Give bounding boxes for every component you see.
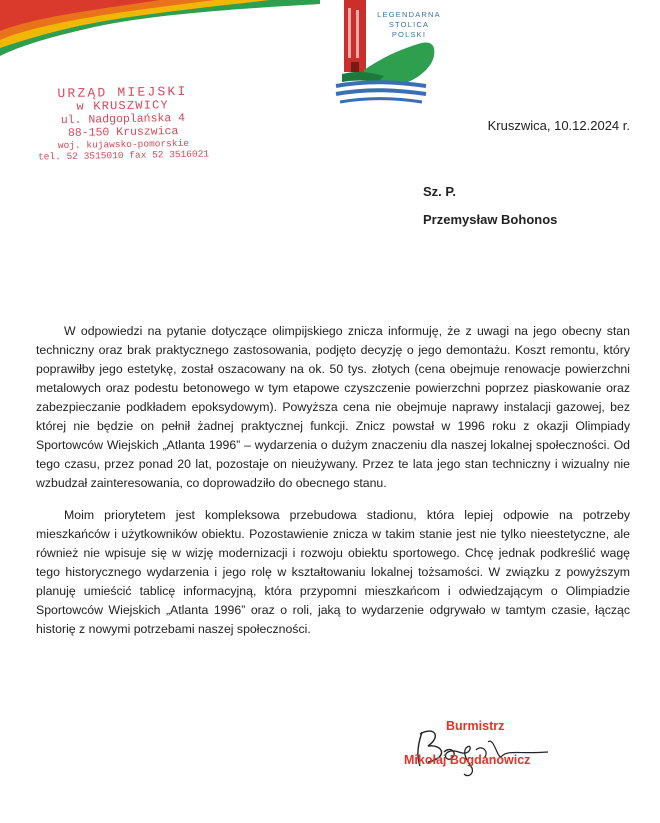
recipient-name: Przemysław Bohonos: [423, 212, 558, 227]
logo-line: POLSKI: [391, 30, 427, 39]
office-stamp: [29, 83, 216, 162]
stamp-line: URZĄD MIEJSKI: [57, 83, 188, 102]
logo-line: LEGENDARNA: [377, 10, 441, 19]
signature-name: Mikołaj Bogdanowicz: [404, 753, 531, 767]
recipient-salutation: Sz. P.: [423, 184, 457, 199]
stamp-line: w KRUSZWICY: [76, 98, 170, 114]
letter-body: [36, 322, 630, 652]
logo-text: [374, 10, 444, 40]
stamp-line: ul. Nadgoplańska 4: [60, 111, 186, 128]
body-paragraph: Moim priorytetem jest kompleksowa przebudowa stadionu, która lepiej odpowie na potrzeby mieszkańców i użytkowników obiektu. Pozostawienie znicza w takim stanie jest nie tylko nieestetyczne, ale również nie wpisuje się w wizję modernizacji i rozwoju obiektu sportowego. Chcę jednak podkreślić wagę tego historycznego wydarzenia i jego rolę w kształtowaniu lokalnej tożsamości. W związku z powyższym planuję umieścić tablicę informacyjną, która przypomni mieszkańcom i odwiedzającym o Olimpiadzie Sportowców Wiejskich „Atlanta 1996” oraz o roli, jaką to wydarzenie odgrywało w tamtym czasie, łącząc historię z nowymi potrzebami naszej społeczności.: [36, 508, 630, 636]
stamp-line: woj. kujawsko-pomorskie: [57, 137, 190, 152]
stamp-line: tel. 52 3515010 fax 52 3516021: [37, 148, 210, 163]
stamp-line: 88-150 Kruszwica: [67, 125, 179, 140]
body-paragraph: W odpowiedzi na pytanie dotyczące olimpijskiego znicza informuję, że z uwagi na jego obecny stan techniczny oraz brak praktycznego zastosowania, podjęto decyzję o jego demontażu. Koszt remontu, który poprawiłby jego estetykę, został oszacowany na ok. 50 tys. złotych (cena obejmuje renowacje powierzchni metalowych oraz podestu betonowego w tym etapowe czyszczenie powierzchni poprzez piaskowanie oraz zabezpieczanie podkładem epoksydowym). Powyższa cena nie obejmuje naprawy instalacji gazowej, bez której nie będzie on pełnił żadnej praktycznej funkcji. Znicz powstał w 1996 roku z okazji Olimpiady Sportowców Wiejskich „Atlanta 1996” – wydarzenia o dużym znaczeniu dla naszej lokalnej społeczności. Od tego czasu, przez ponad 20 lat, pozostaje on nieużywany. Przez te lata jego stan techniczny i wizualny nie wzbudzał zainteresowania, co doprowadziło do obecnego stanu.: [36, 324, 630, 490]
recipient-block: [423, 178, 557, 234]
handwritten-signature: [398, 722, 558, 782]
signature-title: Burmistrz: [446, 719, 505, 733]
letter-date: Kruszwica, 10.12.2024 r.: [487, 118, 630, 133]
logo-line: STOLICA: [388, 20, 430, 29]
header-swoosh-graphic: [0, 0, 320, 60]
